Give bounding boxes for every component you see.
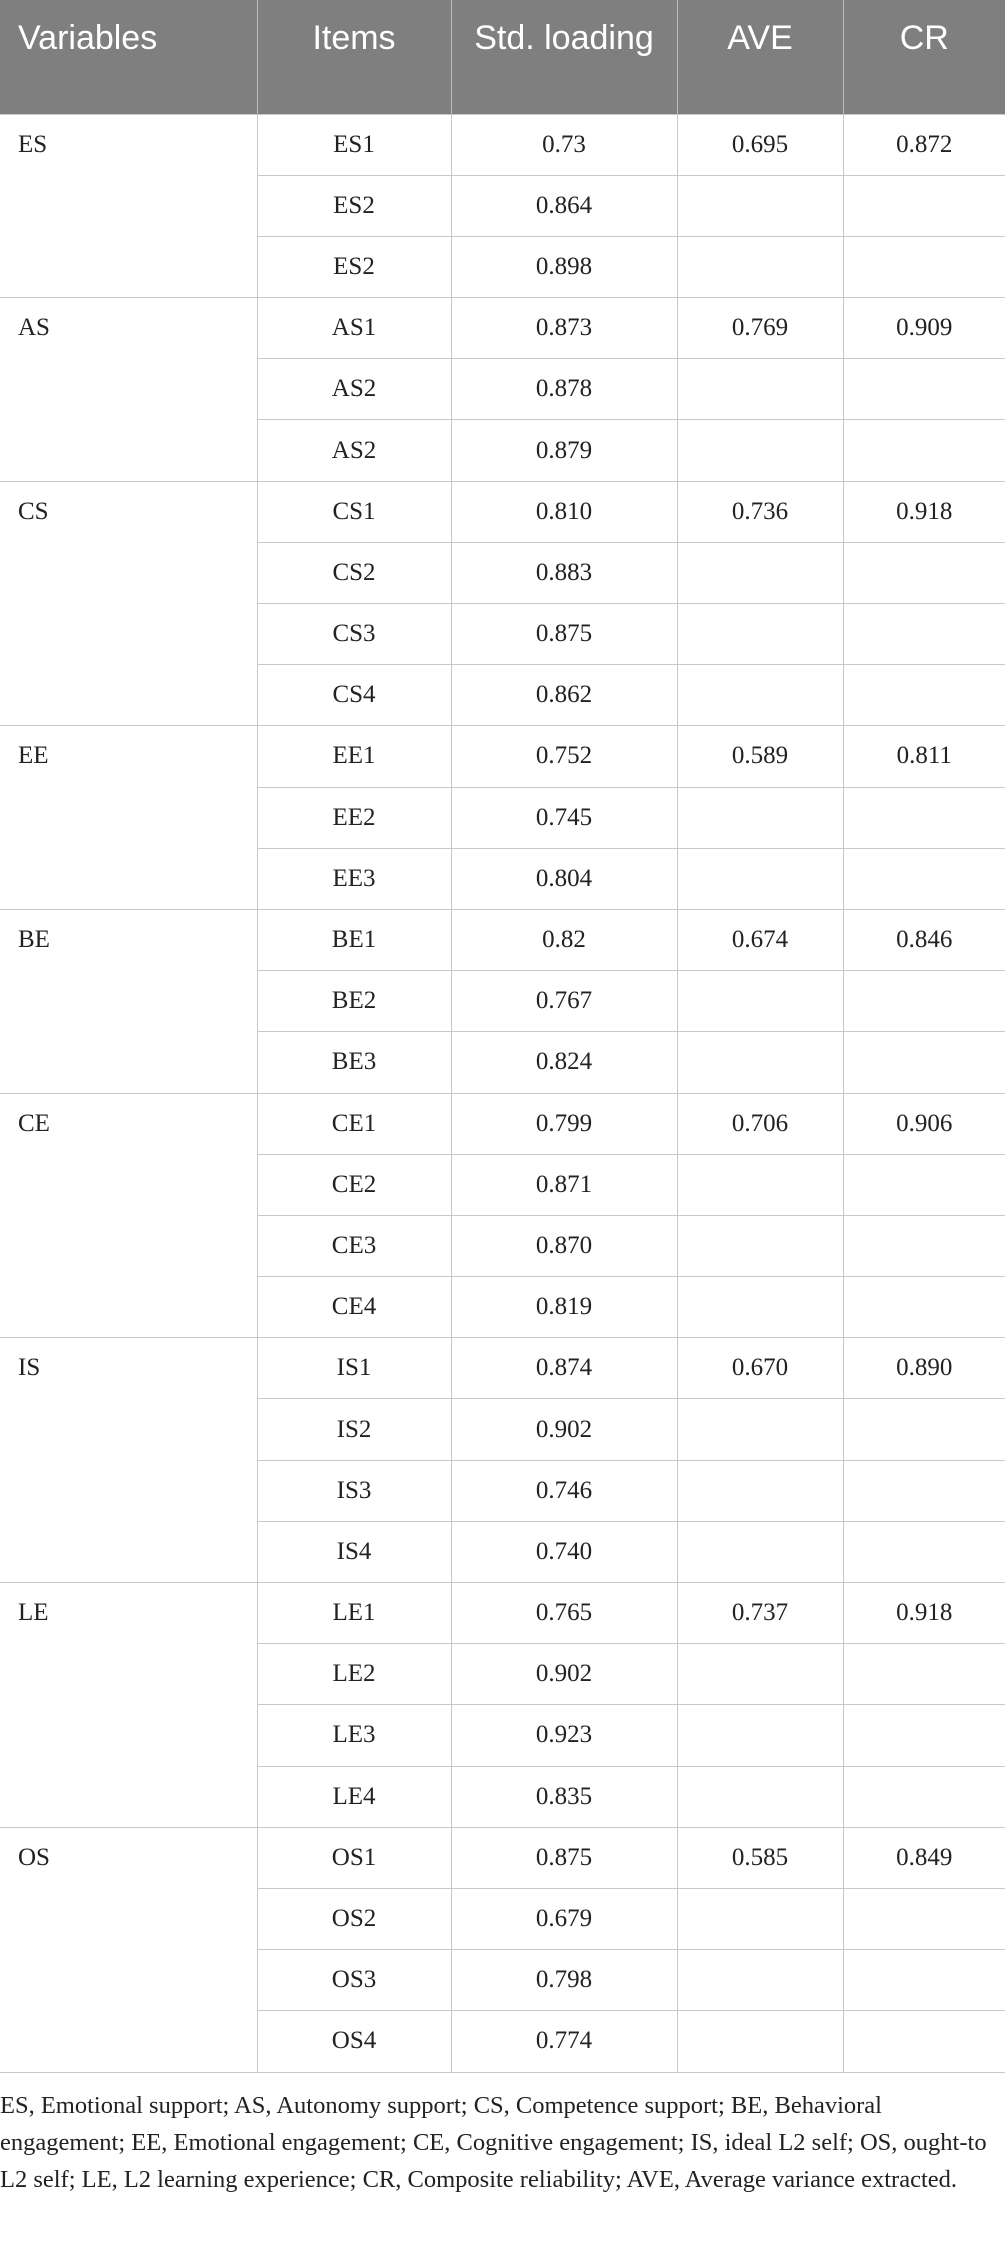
cr-cell bbox=[843, 1154, 1005, 1215]
variable-cell: AS bbox=[0, 298, 257, 482]
cr-cell bbox=[843, 1399, 1005, 1460]
std-loading-cell: 0.740 bbox=[451, 1521, 677, 1582]
item-cell: EE2 bbox=[257, 787, 451, 848]
table-row bbox=[0, 1827, 1005, 1888]
cr-cell bbox=[843, 1950, 1005, 2011]
table-row bbox=[0, 726, 1005, 787]
cr-cell bbox=[843, 1277, 1005, 1338]
std-loading-cell: 0.745 bbox=[451, 787, 677, 848]
cr-cell bbox=[843, 1888, 1005, 1949]
std-loading-cell: 0.902 bbox=[451, 1644, 677, 1705]
std-loading-cell: 0.679 bbox=[451, 1888, 677, 1949]
item-cell: LE3 bbox=[257, 1705, 451, 1766]
cr-cell bbox=[843, 787, 1005, 848]
item-cell: AS2 bbox=[257, 420, 451, 481]
cr-cell: 0.909 bbox=[843, 298, 1005, 359]
table-row bbox=[0, 1093, 1005, 1154]
table-row bbox=[0, 481, 1005, 542]
ave-cell bbox=[677, 1154, 843, 1215]
item-cell: IS3 bbox=[257, 1460, 451, 1521]
ave-cell bbox=[677, 1277, 843, 1338]
ave-cell bbox=[677, 359, 843, 420]
item-cell: AS2 bbox=[257, 359, 451, 420]
item-cell: CE4 bbox=[257, 1277, 451, 1338]
ave-cell bbox=[677, 1032, 843, 1093]
table-row bbox=[0, 298, 1005, 359]
item-cell: CE2 bbox=[257, 1154, 451, 1215]
cr-cell: 0.918 bbox=[843, 481, 1005, 542]
table-row bbox=[0, 114, 1005, 175]
cr-cell: 0.918 bbox=[843, 1583, 1005, 1644]
cr-cell: 0.849 bbox=[843, 1827, 1005, 1888]
item-cell: AS1 bbox=[257, 298, 451, 359]
ave-cell: 0.589 bbox=[677, 726, 843, 787]
variable-cell: IS bbox=[0, 1338, 257, 1583]
ave-cell: 0.670 bbox=[677, 1338, 843, 1399]
ave-cell bbox=[677, 787, 843, 848]
cr-cell bbox=[843, 1460, 1005, 1521]
cr-cell bbox=[843, 236, 1005, 297]
cr-cell: 0.890 bbox=[843, 1338, 1005, 1399]
ave-cell: 0.737 bbox=[677, 1583, 843, 1644]
item-cell: ES2 bbox=[257, 175, 451, 236]
ave-cell bbox=[677, 848, 843, 909]
ave-cell bbox=[677, 1215, 843, 1276]
std-loading-cell: 0.810 bbox=[451, 481, 677, 542]
variable-cell: LE bbox=[0, 1583, 257, 1828]
item-cell: CS3 bbox=[257, 604, 451, 665]
std-loading-cell: 0.819 bbox=[451, 1277, 677, 1338]
cr-cell bbox=[843, 1644, 1005, 1705]
item-cell: CS1 bbox=[257, 481, 451, 542]
ave-cell bbox=[677, 542, 843, 603]
variable-cell: BE bbox=[0, 909, 257, 1093]
item-cell: ES2 bbox=[257, 236, 451, 297]
ave-cell: 0.769 bbox=[677, 298, 843, 359]
ave-cell: 0.706 bbox=[677, 1093, 843, 1154]
std-loading-cell: 0.752 bbox=[451, 726, 677, 787]
cr-cell: 0.811 bbox=[843, 726, 1005, 787]
item-cell: IS1 bbox=[257, 1338, 451, 1399]
cr-cell bbox=[843, 359, 1005, 420]
std-loading-cell: 0.875 bbox=[451, 604, 677, 665]
std-loading-cell: 0.883 bbox=[451, 542, 677, 603]
ave-cell bbox=[677, 420, 843, 481]
item-cell: CE3 bbox=[257, 1215, 451, 1276]
cr-cell: 0.846 bbox=[843, 909, 1005, 970]
ave-cell bbox=[677, 1644, 843, 1705]
variable-cell: OS bbox=[0, 1827, 257, 2072]
variable-cell: EE bbox=[0, 726, 257, 910]
std-loading-cell: 0.82 bbox=[451, 909, 677, 970]
ave-cell: 0.695 bbox=[677, 114, 843, 175]
cr-cell bbox=[843, 2011, 1005, 2072]
table-body bbox=[0, 114, 1005, 2072]
ave-cell bbox=[677, 1888, 843, 1949]
std-loading-cell: 0.774 bbox=[451, 2011, 677, 2072]
header-items: Items bbox=[257, 0, 451, 114]
std-loading-cell: 0.746 bbox=[451, 1460, 677, 1521]
ave-cell bbox=[677, 175, 843, 236]
std-loading-cell: 0.835 bbox=[451, 1766, 677, 1827]
item-cell: EE3 bbox=[257, 848, 451, 909]
variable-cell: CE bbox=[0, 1093, 257, 1338]
header-row bbox=[0, 0, 1005, 114]
header-cr: CR bbox=[843, 0, 1005, 114]
table-row bbox=[0, 1338, 1005, 1399]
std-loading-cell: 0.902 bbox=[451, 1399, 677, 1460]
item-cell: OS3 bbox=[257, 1950, 451, 2011]
item-cell: OS4 bbox=[257, 2011, 451, 2072]
cr-cell: 0.872 bbox=[843, 114, 1005, 175]
ave-cell bbox=[677, 1766, 843, 1827]
cr-cell bbox=[843, 1766, 1005, 1827]
ave-cell bbox=[677, 971, 843, 1032]
ave-cell bbox=[677, 1399, 843, 1460]
cr-cell: 0.906 bbox=[843, 1093, 1005, 1154]
std-loading-cell: 0.864 bbox=[451, 175, 677, 236]
cr-cell bbox=[843, 604, 1005, 665]
ave-cell bbox=[677, 236, 843, 297]
item-cell: ES1 bbox=[257, 114, 451, 175]
cr-cell bbox=[843, 665, 1005, 726]
variable-cell: ES bbox=[0, 114, 257, 298]
item-cell: BE1 bbox=[257, 909, 451, 970]
ave-cell bbox=[677, 1460, 843, 1521]
cr-cell bbox=[843, 971, 1005, 1032]
header-std-loading: Std. loading bbox=[451, 0, 677, 114]
std-loading-cell: 0.878 bbox=[451, 359, 677, 420]
std-loading-cell: 0.870 bbox=[451, 1215, 677, 1276]
std-loading-cell: 0.871 bbox=[451, 1154, 677, 1215]
item-cell: CS4 bbox=[257, 665, 451, 726]
std-loading-cell: 0.73 bbox=[451, 114, 677, 175]
cr-cell bbox=[843, 175, 1005, 236]
std-loading-cell: 0.767 bbox=[451, 971, 677, 1032]
item-cell: LE1 bbox=[257, 1583, 451, 1644]
std-loading-cell: 0.874 bbox=[451, 1338, 677, 1399]
std-loading-cell: 0.862 bbox=[451, 665, 677, 726]
std-loading-cell: 0.824 bbox=[451, 1032, 677, 1093]
cr-cell bbox=[843, 1215, 1005, 1276]
ave-cell bbox=[677, 1950, 843, 2011]
header-variables: Variables bbox=[0, 0, 257, 114]
item-cell: BE3 bbox=[257, 1032, 451, 1093]
std-loading-cell: 0.923 bbox=[451, 1705, 677, 1766]
item-cell: IS2 bbox=[257, 1399, 451, 1460]
item-cell: IS4 bbox=[257, 1521, 451, 1582]
ave-cell: 0.736 bbox=[677, 481, 843, 542]
cr-cell bbox=[843, 1032, 1005, 1093]
std-loading-cell: 0.873 bbox=[451, 298, 677, 359]
ave-cell bbox=[677, 604, 843, 665]
ave-cell bbox=[677, 1521, 843, 1582]
ave-cell: 0.585 bbox=[677, 1827, 843, 1888]
std-loading-cell: 0.879 bbox=[451, 420, 677, 481]
std-loading-cell: 0.798 bbox=[451, 1950, 677, 2011]
item-cell: LE2 bbox=[257, 1644, 451, 1705]
std-loading-cell: 0.765 bbox=[451, 1583, 677, 1644]
table-row bbox=[0, 1583, 1005, 1644]
item-cell: LE4 bbox=[257, 1766, 451, 1827]
ave-cell bbox=[677, 2011, 843, 2072]
std-loading-cell: 0.875 bbox=[451, 1827, 677, 1888]
cr-cell bbox=[843, 420, 1005, 481]
cr-cell bbox=[843, 1705, 1005, 1766]
item-cell: CS2 bbox=[257, 542, 451, 603]
cr-cell bbox=[843, 542, 1005, 603]
ave-cell bbox=[677, 1705, 843, 1766]
item-cell: EE1 bbox=[257, 726, 451, 787]
cr-cell bbox=[843, 848, 1005, 909]
cr-cell bbox=[843, 1521, 1005, 1582]
variable-cell: CS bbox=[0, 481, 257, 726]
std-loading-cell: 0.799 bbox=[451, 1093, 677, 1154]
ave-cell bbox=[677, 665, 843, 726]
item-cell: OS1 bbox=[257, 1827, 451, 1888]
table-row bbox=[0, 909, 1005, 970]
ave-cell: 0.674 bbox=[677, 909, 843, 970]
item-cell: CE1 bbox=[257, 1093, 451, 1154]
table-footnote: ES, Emotional support; AS, Autonomy support; CS, Competence support; BE, Behavioral engagement; EE, Emotional engagement; CE, Cognitive engagement; IS, ideal L2 self; OS, ought-to L2 self; LE, L2 learning experience; CR, Composite reliability; AVE, Average variance extracted. bbox=[0, 2092, 987, 2193]
std-loading-cell: 0.804 bbox=[451, 848, 677, 909]
item-cell: OS2 bbox=[257, 1888, 451, 1949]
item-cell: BE2 bbox=[257, 971, 451, 1032]
header-ave: AVE bbox=[677, 0, 843, 114]
std-loading-cell: 0.898 bbox=[451, 236, 677, 297]
